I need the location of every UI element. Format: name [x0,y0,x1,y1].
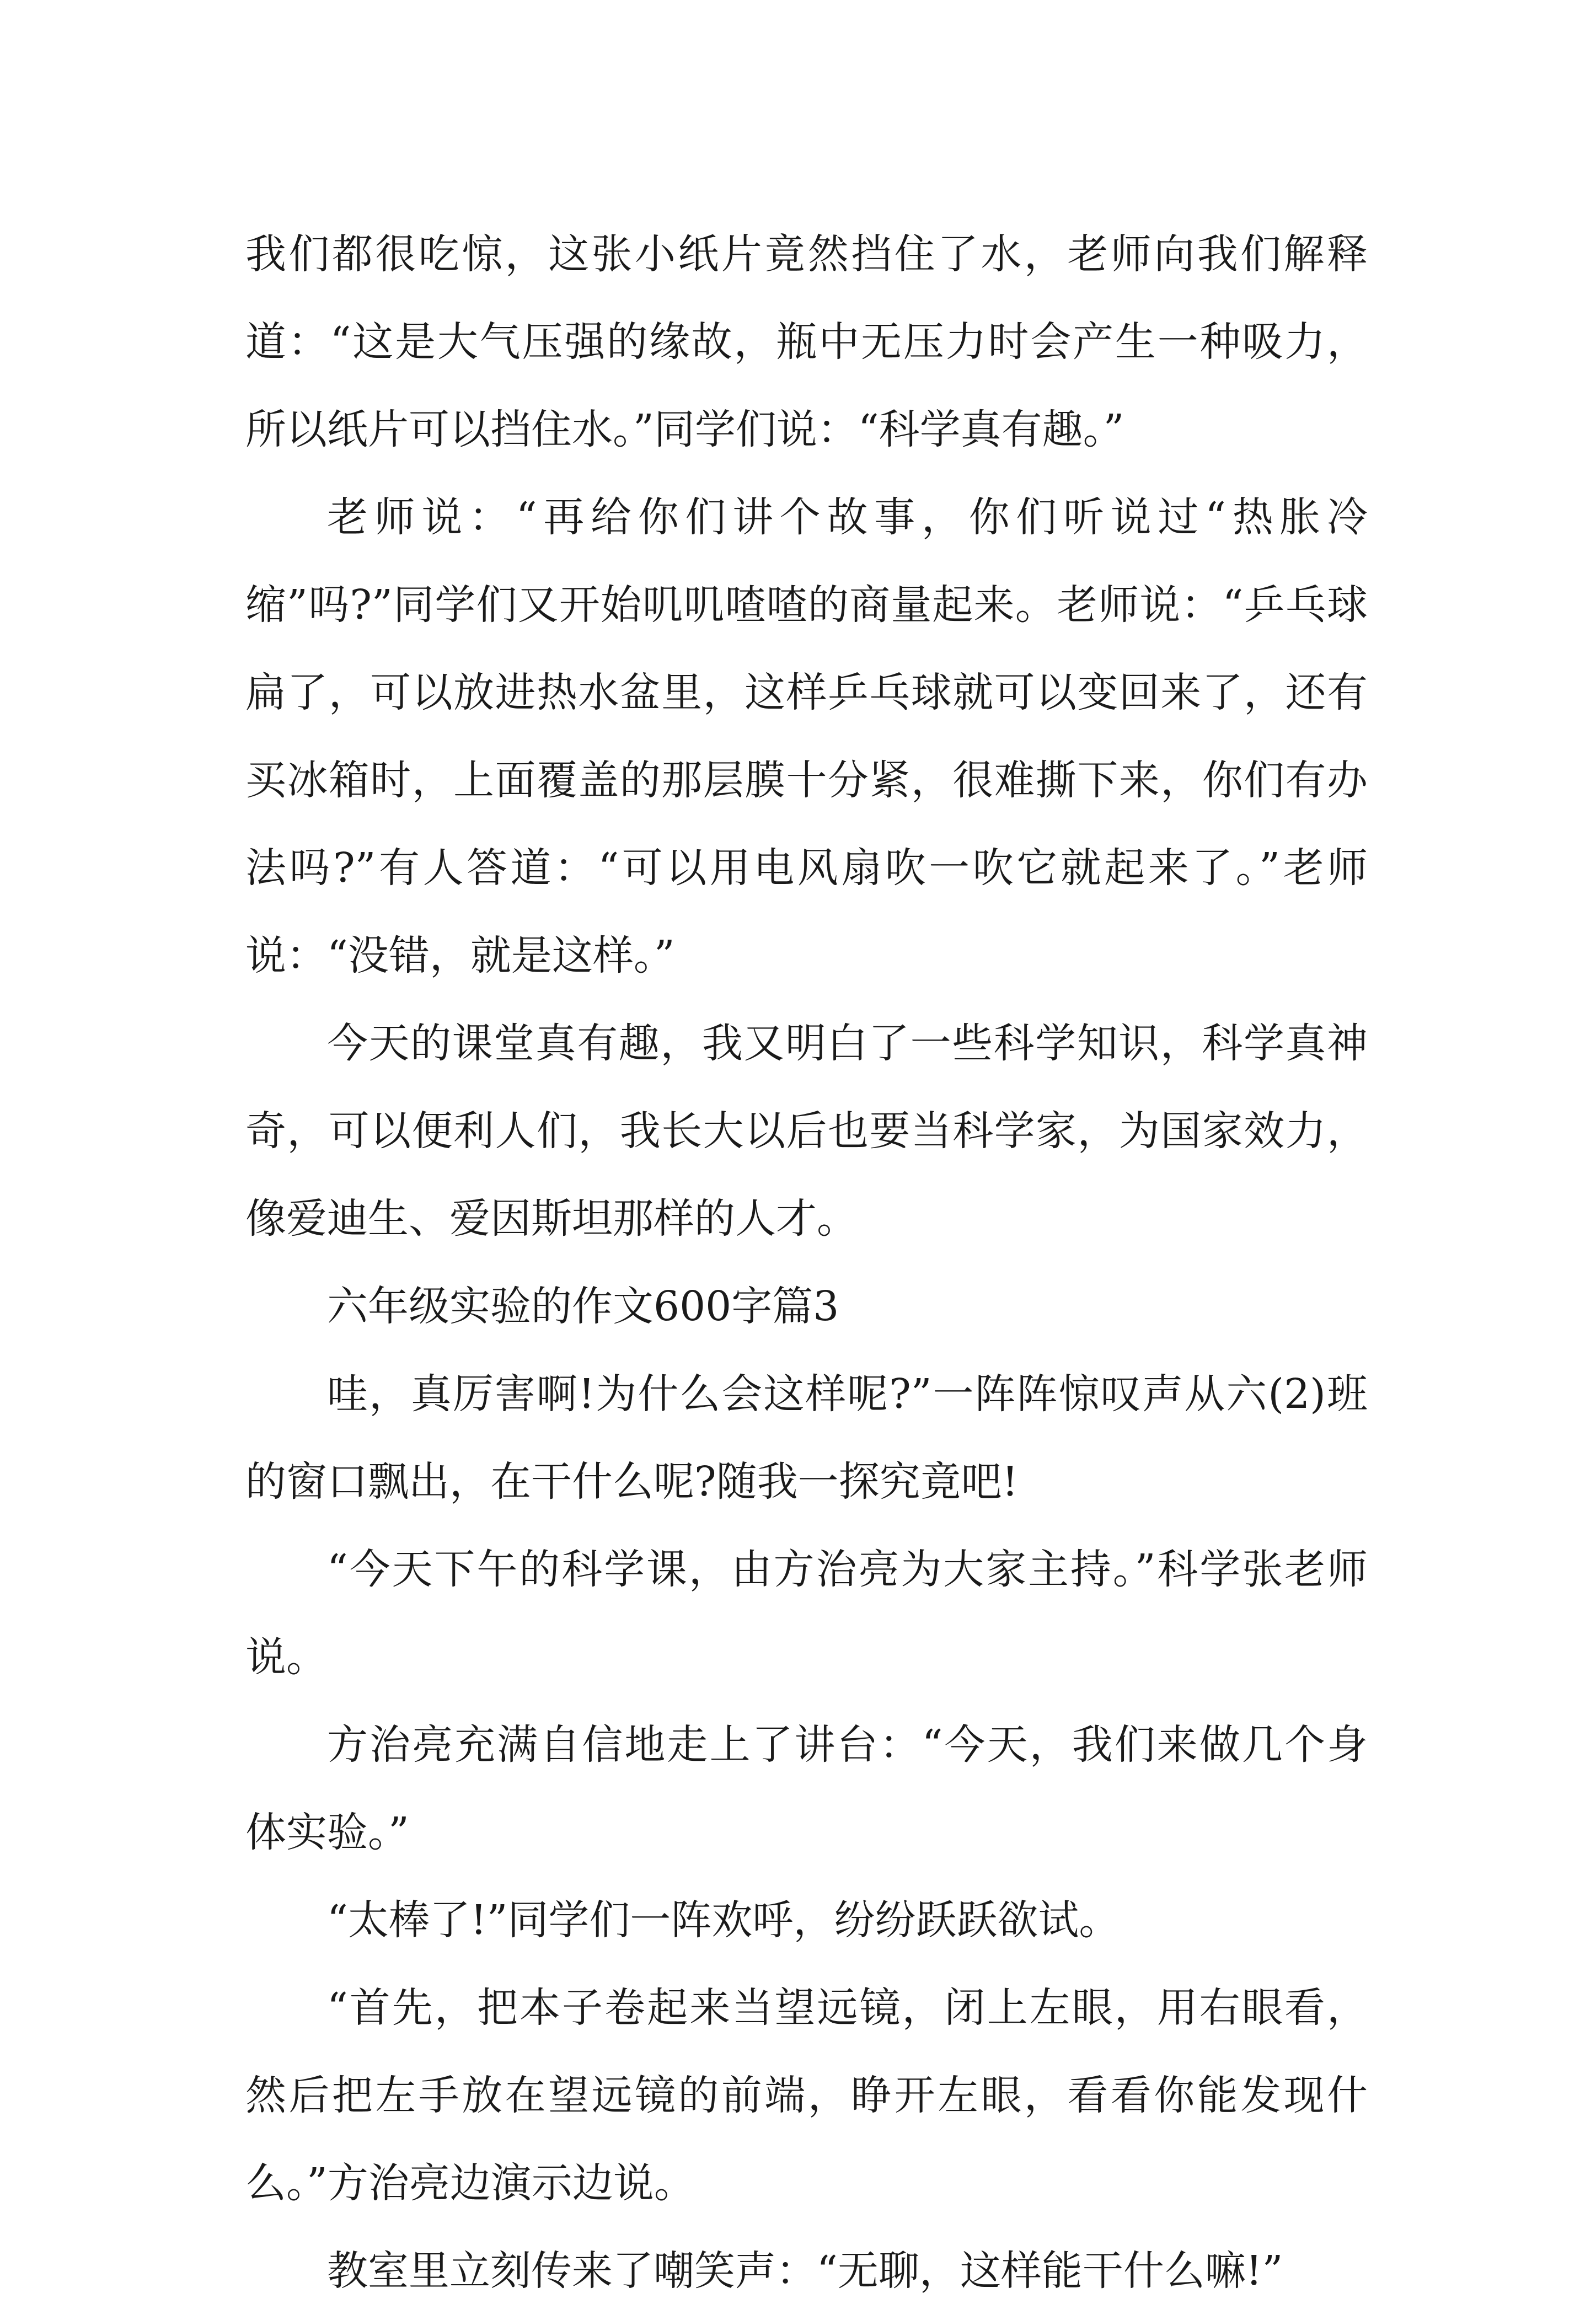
document-page [245,211,1368,2315]
paragraph-3: 今天的课堂真有趣，我又明白了一些科学知识，科学真神奇，可以便利人们，我长大以后也要当科学家，为国家效力，像爱迪生、爱因斯坦那样的人才。 [245,1020,1368,1242]
paragraph-8: “首先，把本子卷起来当望远镜，闭上左眼，用右眼看，然后把左手放在望远镜的前端，睁开左眼，看看你能发现什么。”方治亮边演示边说。 [245,1984,1368,2207]
paragraph-9: 教室里立刻传来了嘲笑声：“无聊，这样能干什么嘛!” [327,2247,1283,2295]
paragraph-2: 老师说：“再给你们讲个故事，你们听说过“热胀冷缩”吗?”同学们又开始叽叽喳喳的商量起来。老师说：“乒乓球扁了，可以放进热水盆里，这样乒乓球就可以变回来了，还有买冰箱时，上面覆盖的那层膜十分紧，很难撕下来，你们有办法吗?”有人答道：“可以用电风扇吹一吹它就起来了。”老师说：“没错，就是这样。” [245,494,1368,979]
paragraph-6: 方治亮充满自信地走上了讲台：“今天，我们来做几个身体实验。” [245,1721,1368,1856]
paragraph-5: “今天下午的科学课，由方治亮为大家主持。”科学张老师说。 [245,1546,1368,1681]
paragraph-1: 我们都很吃惊，这张小纸片竟然挡住了水，老师向我们解释道：“这是大气压强的缘故，瓶中无压力时会产生一种吸力，所以纸片可以挡住水。”同学们说：“科学真有趣。” [245,231,1368,453]
section-heading: 六年级实验的作文600字篇3 [327,1283,839,1330]
paragraph-4: 哇，真厉害啊!为什么会这样呢?”一阵阵惊叹声从六(2)班的窗口飘出，在干什么呢?随我一探究竟吧! [245,1370,1368,1505]
paragraph-7: “太棒了!”同学们一阵欢呼，纷纷跃跃欲试。 [327,1896,1120,1944]
